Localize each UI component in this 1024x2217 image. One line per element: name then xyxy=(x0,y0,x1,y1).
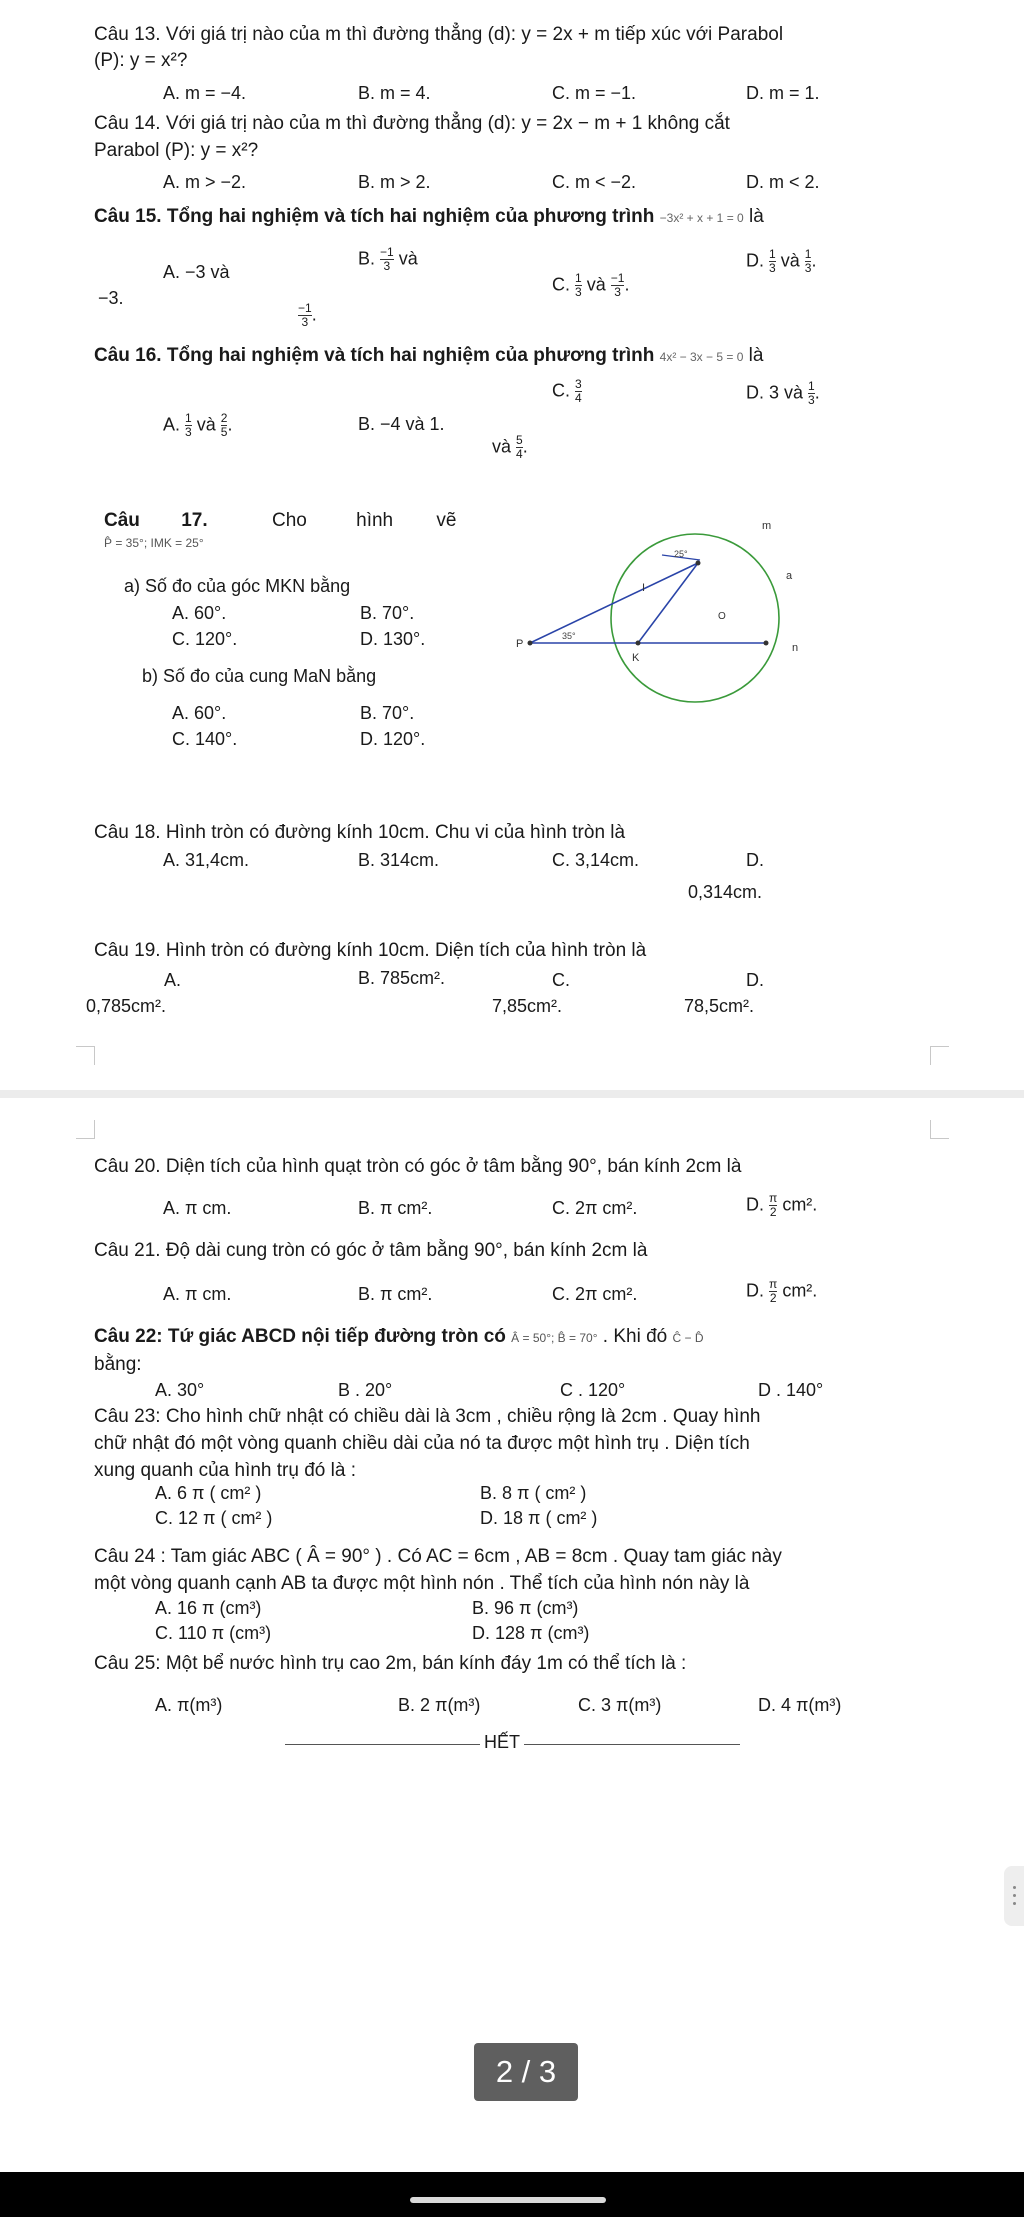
q15-option-c: C. $\frac{1}{3}$ và $\frac{-1}{3}$ . xyxy=(552,271,630,300)
page-corner-mark xyxy=(76,1120,95,1139)
q22-stem-expr: Ĉ − D̂ xyxy=(672,1331,704,1345)
q19-option-b: B. 785cm². xyxy=(358,968,446,988)
q15-c-va: và xyxy=(586,274,606,295)
q15-option-a: A. −3 và xyxy=(163,262,230,282)
q13-option-c: C. m = −1. xyxy=(552,83,637,103)
point-m xyxy=(696,561,701,566)
page-corner-mark xyxy=(930,1120,949,1139)
q25-option-c: C. 3 π(m³) xyxy=(578,1695,662,1715)
label-a: a xyxy=(786,570,793,582)
question-23-line-2: chữ nhật đó một vòng quanh chiều dài của nó ta được một hình trụ . Diện tích xyxy=(94,1433,750,1454)
q19-option-d-cont: 78,5cm². xyxy=(684,996,755,1016)
q18-option-a: A. 31,4cm. xyxy=(163,850,250,870)
q15-c-label: C. xyxy=(552,274,570,295)
q22-stem-math: Â = 50°; B̂ = 70° xyxy=(511,1331,598,1345)
question-14-stem: Câu 14. Với giá trị nào của m thì đường thẳng (d): y = 2x − m + 1 không cắt xyxy=(94,113,730,134)
q19-option-a-cont: 0,785cm². xyxy=(86,996,167,1016)
question-20-stem: Câu 20. Diện tích của hình quạt tròn có góc ở tâm bằng 90°, bán kính 2cm là xyxy=(94,1156,742,1177)
q16-a-va: và xyxy=(196,414,216,435)
q19-option-d: D. xyxy=(746,970,764,990)
q19-option-c: C. xyxy=(552,970,570,990)
q16-c-label: C. xyxy=(552,380,570,401)
q22-option-a: A. 30° xyxy=(155,1380,205,1400)
q15-b-va: và xyxy=(398,248,418,269)
question-13-stem-cont: (P): y = x²? xyxy=(94,50,188,71)
q17-word-2: 17. xyxy=(181,510,208,531)
page-indicator xyxy=(474,2043,578,2101)
question-13-stem: Câu 13. Với giá trị nào của m thì đường thẳng (d): y = 2x + m tiếp xúc với Parabol xyxy=(94,24,784,45)
q22-option-b: B . 20° xyxy=(338,1380,393,1400)
q20-option-d: D. $\frac{\pi}{2}$ cm². xyxy=(746,1191,818,1220)
label-m: m xyxy=(762,520,772,532)
q17b-option-d: D. 120°. xyxy=(360,729,426,749)
q17-part-a-title: a) Số đo của góc MKN bằng xyxy=(124,576,351,596)
q16-a-label: A. xyxy=(163,414,181,435)
q22-stem-text: Câu 22: Tứ giác ABCD nội tiếp đường tròn có xyxy=(94,1326,506,1347)
q18-option-c: C. 3,14cm. xyxy=(552,850,640,870)
q15-stem-text: Câu 15. Tổng hai nghiệm và tích hai nghiệm của phương trình xyxy=(94,206,655,227)
q16-option-b: B. −4 và 1. xyxy=(358,414,445,434)
question-25-stem: Câu 25: Một bể nước hình trụ cao 2m, bán kính đáy 1m có thể tích là : xyxy=(94,1653,687,1674)
q24-option-d: D. 128 π (cm³) xyxy=(472,1623,590,1643)
q21-option-d: D. $\frac{\pi}{2}$ cm². xyxy=(746,1277,818,1306)
q23-option-a: A. 6 π ( cm² ) xyxy=(155,1483,262,1503)
label-k: K xyxy=(632,652,640,664)
q23-option-d: D. 18 π ( cm² ) xyxy=(480,1508,598,1528)
label-angle-p: 35° xyxy=(562,631,576,641)
q24-option-c: C. 110 π (cm³) xyxy=(155,1623,272,1643)
q15-equation: −3x² + x + 1 = 0 xyxy=(659,211,744,225)
line-p-m xyxy=(530,563,698,643)
question-18-stem: Câu 18. Hình tròn có đường kính 10cm. Chu vi của hình tròn là xyxy=(94,822,626,843)
q20-option-a: A. π cm. xyxy=(163,1198,232,1218)
q21-d-unit: cm². xyxy=(782,1280,818,1301)
q25-option-a: A. π(m³) xyxy=(155,1695,223,1715)
q24-option-b: B. 96 π (cm³) xyxy=(472,1598,579,1618)
q14-option-d: D. m < 2. xyxy=(746,172,820,192)
q15-option-b-cont: $\frac{-1}{3}$ . xyxy=(298,301,317,330)
q20-option-c: C. 2π cm². xyxy=(552,1198,638,1218)
page-indicator-text: 2 / 3 xyxy=(495,2054,557,2090)
question-24-line-2: một vòng quanh cạnh AB ta được một hình nón . Thể tích của hình nón này là xyxy=(94,1573,750,1594)
q17-part-b-title: b) Số đo của cung MaN bằng xyxy=(142,666,377,686)
q21-d-label: D. xyxy=(746,1280,764,1301)
q18-option-d-cont: 0,314cm. xyxy=(688,882,763,902)
q19-option-a: A. xyxy=(164,970,182,990)
q15-b-frac: $\frac{-1}{3}$ xyxy=(380,245,394,274)
q15-d-va: và xyxy=(780,250,800,271)
label-o: O xyxy=(718,611,726,622)
q17-word-1: Câu xyxy=(104,510,140,531)
question-22-stem-cont: bằng: xyxy=(94,1354,142,1375)
q15-option-b xyxy=(358,246,418,273)
point-p xyxy=(528,641,533,646)
q17b-option-b: B. 70°. xyxy=(360,703,415,723)
q25-option-d: D. 4 π(m³) xyxy=(758,1695,842,1715)
q16-c-va: và xyxy=(492,436,512,457)
page-corner-mark xyxy=(76,1046,95,1065)
q16-suffix: là xyxy=(748,345,764,366)
q16-option-a: A. $\frac{1}{3}$ và $\frac{2}{5}$ . xyxy=(163,411,233,440)
label-p: P xyxy=(516,638,524,650)
q13-option-a: A. m = −4. xyxy=(163,83,247,103)
q21-option-b: B. π cm². xyxy=(358,1284,433,1304)
q17-word-5: vẽ xyxy=(436,510,457,531)
q17-given: P̂ = 35°; IMK = 25° xyxy=(104,536,204,550)
q21-option-c: C. 2π cm². xyxy=(552,1284,638,1304)
question-19-stem: Câu 19. Hình tròn có đường kính 10cm. Diện tích của hình tròn là xyxy=(94,940,647,961)
system-navigation-bar xyxy=(0,2172,1024,2217)
q16-option-d: D. 3 và $\frac{1}{3}$ . xyxy=(746,379,820,408)
label-i: I xyxy=(642,582,646,594)
page-corner-mark xyxy=(930,1046,949,1065)
q17a-option-a: A. 60°. xyxy=(172,603,227,623)
question-23-line-1: Câu 23: Cho hình chữ nhật có chiều dài là 3cm , chiều rộng là 2cm . Quay hình xyxy=(94,1406,761,1427)
q17-word-3: Cho xyxy=(272,510,307,531)
question-17-stem xyxy=(104,510,208,533)
q22-option-c: C . 120° xyxy=(560,1380,626,1400)
q20-d-unit: cm². xyxy=(782,1194,818,1215)
q21-option-a: A. π cm. xyxy=(163,1284,232,1304)
q17-geometry-figure xyxy=(510,515,800,715)
point-k xyxy=(636,641,641,646)
question-22-stem xyxy=(94,1326,704,1349)
q15-suffix: là xyxy=(749,206,764,227)
q14-option-a: A. m > −2. xyxy=(163,172,247,192)
label-n: n xyxy=(792,642,799,654)
q17b-option-c: C. 140°. xyxy=(172,729,238,749)
question-21-stem: Câu 21. Độ dài cung tròn có góc ở tâm bằng 90°, bán kính 2cm là xyxy=(94,1240,648,1261)
q17-word-4: hình xyxy=(356,510,394,531)
q15-option-d: D. $\frac{1}{3}$ và $\frac{1}{3}$ . xyxy=(746,247,817,276)
question-16-stem xyxy=(94,345,763,368)
q19-option-c-cont: 7,85cm². xyxy=(492,996,563,1016)
question-24-line-1: Câu 24 : Tam giác ABC ( Â = 90° ) . Có AC = 6cm , AB = 8cm . Quay tam giác này xyxy=(94,1546,782,1567)
q17a-option-d: D. 130°. xyxy=(360,629,426,649)
home-gesture-handle[interactable] xyxy=(410,2197,606,2203)
q23-option-b: B. 8 π ( cm² ) xyxy=(480,1483,587,1503)
question-15-stem xyxy=(94,206,764,229)
q13-option-b: B. m = 4. xyxy=(358,83,431,103)
question-23-line-3: xung quanh của hình trụ đó là : xyxy=(94,1460,356,1481)
line-k-m xyxy=(638,563,698,643)
q14-option-c: C. m < −2. xyxy=(552,172,637,192)
q22-stem-tail: . Khi đó xyxy=(602,1326,668,1347)
question-14-stem-cont: Parabol (P): y = x²? xyxy=(94,140,259,161)
q24-option-a: A. 16 π (cm³) xyxy=(155,1598,262,1618)
q17a-option-c: C. 120°. xyxy=(172,629,238,649)
q22-option-d: D . 140° xyxy=(758,1380,824,1400)
q18-option-d: D. xyxy=(746,850,764,870)
q13-option-d: D. m = 1. xyxy=(746,83,820,103)
q25-option-b: B. 2 π(m³) xyxy=(398,1695,481,1715)
q20-d-label: D. xyxy=(746,1194,764,1215)
q17a-option-b: B. 70°. xyxy=(360,603,415,623)
q15-d-label: D. xyxy=(746,250,764,271)
q15-b-label: B. xyxy=(358,248,376,269)
q20-option-b: B. π cm². xyxy=(358,1198,433,1218)
q14-option-b: B. m > 2. xyxy=(358,172,431,192)
q16-stem-text: Câu 16. Tổng hai nghiệm và tích hai nghiệm của phương trình xyxy=(94,345,655,366)
point-n xyxy=(764,641,769,646)
q16-equation: 4x² − 3x − 5 = 0 xyxy=(659,350,744,364)
q17b-option-a: A. 60°. xyxy=(172,703,227,723)
q16-option-c: C. $\frac{3}{4}$ xyxy=(552,377,582,406)
q16-option-c-cont: và $\frac{5}{4}$ . xyxy=(492,433,528,462)
end-text: HẾT xyxy=(480,1732,524,1754)
q23-option-c: C. 12 π ( cm² ) xyxy=(155,1508,273,1528)
label-angle-m: 25° xyxy=(674,549,688,559)
q18-option-b: B. 314cm. xyxy=(358,850,440,870)
q15-option-a-cont: −3. xyxy=(98,288,124,308)
page-separator xyxy=(0,1090,1024,1098)
scrollbar-handle[interactable] xyxy=(1004,1866,1024,1926)
q16-d-label: D. 3 và xyxy=(746,382,804,403)
question-17-stem-rest xyxy=(272,510,456,533)
